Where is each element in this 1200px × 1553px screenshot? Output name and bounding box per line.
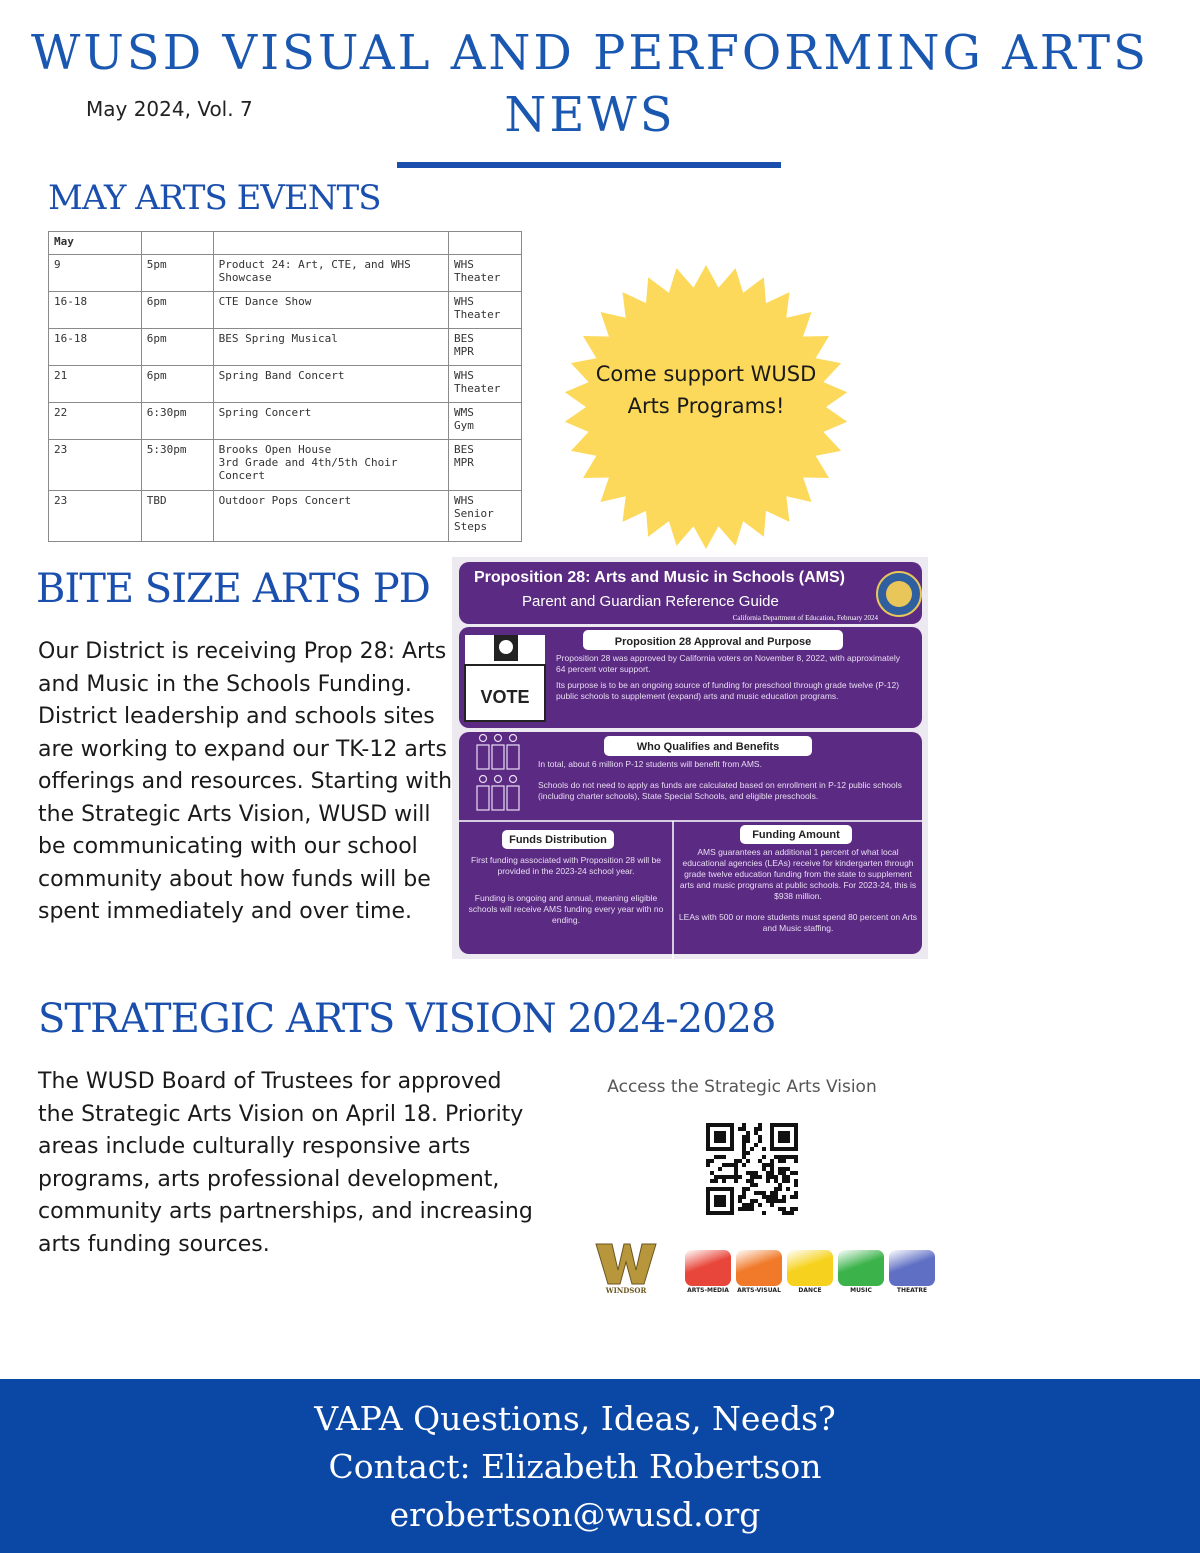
newsletter-title: WUSD VISUAL AND PERFORMING ARTS NEWS <box>31 25 1149 143</box>
table-header-row <box>49 232 522 255</box>
dancer-icon <box>787 1250 833 1286</box>
arts-media-label: ARTS-MEDIA <box>687 1287 729 1294</box>
infographic-title: Proposition 28: Arts and Music in Schools (AMS) <box>474 569 845 586</box>
qr-code-icon[interactable] <box>706 1123 798 1215</box>
event-date: 9 <box>49 255 142 292</box>
table-row <box>49 255 522 292</box>
pd-heading: BITE SIZE ARTS PD <box>36 566 430 612</box>
event-location: WMS Gym <box>449 403 522 440</box>
event-date: 23 <box>49 440 142 491</box>
starburst-text: Come support WUSD Arts Programs! <box>595 362 817 418</box>
event-name: Outdoor Pops Concert <box>213 491 448 542</box>
event-name: Brooks Open House 3rd Grade and 4th/5th Choir Concert <box>213 440 448 491</box>
arts-visual-label: ARTS-VISUAL <box>737 1287 781 1294</box>
prop28-infographic <box>452 557 928 959</box>
windsor-label: WINDSOR <box>605 1286 647 1295</box>
event-name: Spring Band Concert <box>213 366 448 403</box>
section-qualifies-p1: In total, about 6 million P-12 students will benefit from AMS. <box>538 759 762 769</box>
section-amount-p1: AMS guarantees an additional 1 percent of what local educational agencies (LEAs) receive for kindergarten through grade twelve education funding from the state to supplement arts and music programs at public schools. For 2023-24, this is $938 million. <box>679 847 917 901</box>
vote-label: VOTE <box>480 687 530 707</box>
title-divider <box>397 162 781 168</box>
event-location: WHS Senior Steps <box>449 491 522 542</box>
event-location: WHS Theater <box>449 255 522 292</box>
events-table <box>48 231 522 542</box>
section-approval-p1: Proposition 28 was approved by California voters on November 8, 2022, with approximately 64 percent voter support. <box>556 653 900 674</box>
theatre-label: THEATRE <box>896 1287 928 1294</box>
access-vision-label: Access the Strategic Arts Vision <box>607 1077 877 1097</box>
event-time: 5pm <box>141 255 213 292</box>
section-approval-p2: Its purpose is to be an ongoing source of funding for preschool through grade twelve (P-12) public schools to supplement (expand) arts and music education programs. <box>556 680 900 701</box>
music-label: MUSIC <box>850 1287 872 1294</box>
contact-footer <box>0 1379 1200 1553</box>
theatre-masks-icon <box>889 1250 935 1286</box>
palette-icon <box>736 1250 782 1286</box>
event-date: 22 <box>49 403 142 440</box>
section-distribution-p1: First funding associated with Proposition 28 will be provided in the 2023-24 school year. <box>471 855 661 876</box>
table-row <box>49 440 522 491</box>
vision-heading: STRATEGIC ARTS VISION 2024-2028 <box>38 996 776 1042</box>
footer-contact: Contact: Elizabeth Robertson <box>328 1447 822 1486</box>
event-location: BES MPR <box>449 440 522 491</box>
event-time: 6pm <box>141 292 213 329</box>
infographic-subtitle: Parent and Guardian Reference Guide <box>522 593 779 610</box>
table-row <box>49 403 522 440</box>
music-note-icon <box>838 1250 884 1286</box>
events-heading: MAY ARTS EVENTS <box>48 178 381 218</box>
month-label: May <box>49 232 142 255</box>
section-amount-p2: LEAs with 500 or more students must spend 80 percent on Arts and Music staffing. <box>678 912 918 933</box>
event-time: 6:30pm <box>141 403 213 440</box>
section-qualifies-title: Who Qualifies and Benefits <box>636 741 780 753</box>
event-date: 16-18 <box>49 292 142 329</box>
event-time: 5:30pm <box>141 440 213 491</box>
event-name: Product 24: Art, CTE, and WHS Showcase <box>213 255 448 292</box>
table-row <box>49 329 522 366</box>
event-date: 16-18 <box>49 329 142 366</box>
event-name: Spring Concert <box>213 403 448 440</box>
table-row <box>49 491 522 542</box>
event-time: 6pm <box>141 366 213 403</box>
event-time: TBD <box>141 491 213 542</box>
section-amount-title: Funding Amount <box>752 829 840 841</box>
event-name: CTE Dance Show <box>213 292 448 329</box>
event-date: 23 <box>49 491 142 542</box>
media-icon <box>685 1250 731 1286</box>
table-row <box>49 292 522 329</box>
vision-body: The WUSD Board of Trustees for approved the Strategic Arts Vision on April 18. Priority areas include culturally responsive arts programs, arts professional development, community arts partnerships, and increasing arts funding sources. <box>38 1069 533 1257</box>
section-distribution-p2: Funding is ongoing and annual, meaning eligible schools will receive AMS funding every year with no ending. <box>468 893 664 925</box>
event-time: 6pm <box>141 329 213 366</box>
event-location: WHS Theater <box>449 292 522 329</box>
dance-label: DANCE <box>798 1287 822 1294</box>
footer-question: VAPA Questions, Ideas, Needs? <box>314 1399 836 1438</box>
table-row <box>49 366 522 403</box>
footer-email[interactable]: erobertson@wusd.org <box>389 1495 761 1534</box>
event-date: 21 <box>49 366 142 403</box>
event-name: BES Spring Musical <box>213 329 448 366</box>
section-qualifies-p2: Schools do not need to apply as funds are calculated based on enrollment in P-12 public schools (including charter schools), State Special Schools, and eligible preschools. <box>538 780 902 801</box>
issue-label: May 2024, Vol. 7 <box>86 97 253 121</box>
pd-body: Our District is receiving Prop 28: Arts and Music in the Schools Funding. District leadership and schools sites are working to expand our TK-12 arts offerings and resources. Starting with the Strategic Arts Vision, WUSD will be communicating with our school community about how funds will be spent immediately and over time. <box>38 639 453 924</box>
windsor-logo <box>594 1240 658 1296</box>
section-approval-title: Proposition 28 Approval and Purpose <box>614 636 812 648</box>
event-location: WHS Theater <box>449 366 522 403</box>
section-distribution-title: Funds Distribution <box>509 834 607 846</box>
event-location: BES MPR <box>449 329 522 366</box>
infographic-source: California Department of Education, February 2024 <box>732 614 878 622</box>
